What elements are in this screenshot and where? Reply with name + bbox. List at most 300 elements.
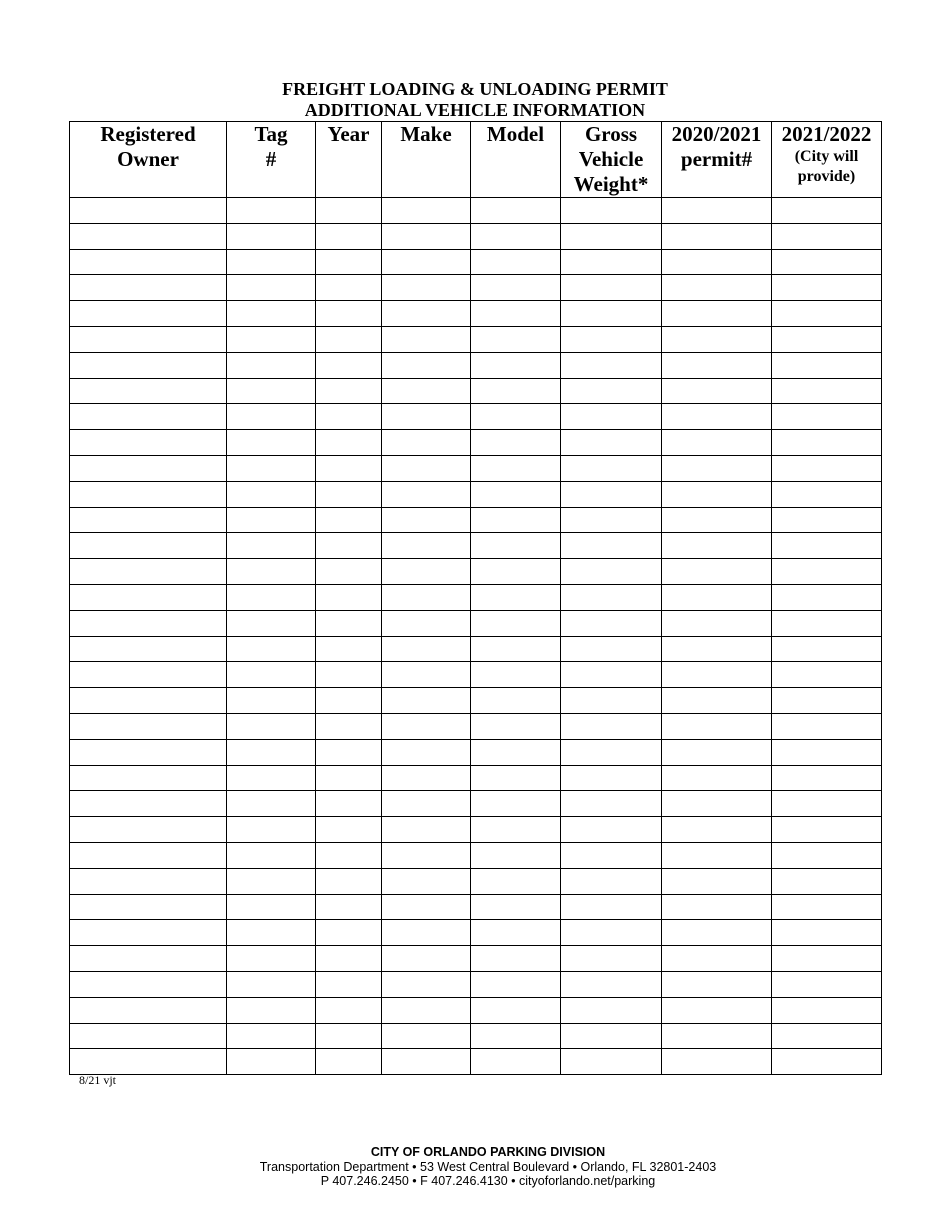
table-cell[interactable] [227, 920, 316, 946]
table-cell[interactable] [662, 662, 772, 688]
table-cell[interactable] [316, 404, 382, 430]
table-cell[interactable] [316, 249, 382, 275]
table-cell[interactable] [561, 662, 662, 688]
table-cell[interactable] [227, 326, 316, 352]
table-cell[interactable] [662, 971, 772, 997]
table-cell[interactable] [561, 481, 662, 507]
table-cell[interactable] [471, 688, 561, 714]
table-cell[interactable] [382, 275, 471, 301]
table-row [70, 1023, 882, 1049]
footer-address: Transportation Department • 53 West Central Boulevard • Orlando, FL 32801-2403 [259, 1160, 717, 1174]
table-cell[interactable] [316, 430, 382, 456]
table-cell[interactable] [227, 352, 316, 378]
col-header-registered-owner: Registered Owner [70, 122, 227, 198]
table-cell[interactable] [561, 920, 662, 946]
table-cell[interactable] [316, 352, 382, 378]
table-cell[interactable] [662, 791, 772, 817]
table-cell[interactable] [316, 997, 382, 1023]
table-row [70, 765, 882, 791]
table-cell[interactable] [561, 1049, 662, 1075]
table-row [70, 301, 882, 327]
table-cell[interactable] [70, 378, 227, 404]
table-cell[interactable] [772, 275, 882, 301]
table-cell[interactable] [662, 249, 772, 275]
table-cell[interactable] [316, 378, 382, 404]
table-cell[interactable] [382, 507, 471, 533]
table-cell[interactable] [70, 662, 227, 688]
table-cell[interactable] [772, 223, 882, 249]
table-cell[interactable] [561, 404, 662, 430]
table-cell[interactable] [70, 791, 227, 817]
vehicle-info-table [69, 121, 882, 1075]
table-cell[interactable] [70, 997, 227, 1023]
col-header-2021-2022-permit: 2021/2022 (City will provide) [772, 122, 882, 198]
table-cell[interactable] [70, 1023, 227, 1049]
table-cell[interactable] [70, 404, 227, 430]
table-cell[interactable] [471, 842, 561, 868]
table-cell[interactable] [662, 713, 772, 739]
table-cell[interactable] [471, 894, 561, 920]
table-cell[interactable] [561, 455, 662, 481]
table-cell[interactable] [70, 971, 227, 997]
table-cell[interactable] [316, 559, 382, 585]
table-cell[interactable] [471, 739, 561, 765]
table-cell[interactable] [382, 223, 471, 249]
table-cell[interactable] [70, 198, 227, 224]
table-cell[interactable] [316, 842, 382, 868]
table-cell[interactable] [382, 198, 471, 224]
table-cell[interactable] [561, 1023, 662, 1049]
table-cell[interactable] [70, 636, 227, 662]
table-cell[interactable] [471, 1049, 561, 1075]
table-cell[interactable] [772, 997, 882, 1023]
table-cell[interactable] [561, 223, 662, 249]
table-cell[interactable] [561, 326, 662, 352]
table-cell[interactable] [70, 765, 227, 791]
table-cell[interactable] [227, 1049, 316, 1075]
table-cell[interactable] [561, 198, 662, 224]
form-revision-code: 8/21 vjt [79, 1073, 117, 1087]
table-cell[interactable] [382, 352, 471, 378]
table-cell[interactable] [662, 688, 772, 714]
table-cell[interactable] [772, 507, 882, 533]
table-cell[interactable] [316, 326, 382, 352]
table-cell[interactable] [662, 1023, 772, 1049]
table-cell[interactable] [471, 868, 561, 894]
table-cell[interactable] [471, 198, 561, 224]
table-cell[interactable] [772, 739, 882, 765]
table-row [70, 559, 882, 585]
table-cell[interactable] [772, 352, 882, 378]
table-cell[interactable] [70, 507, 227, 533]
table-cell[interactable] [227, 894, 316, 920]
table-cell[interactable] [382, 1023, 471, 1049]
table-cell[interactable] [70, 430, 227, 456]
table-cell[interactable] [471, 378, 561, 404]
table-cell[interactable] [227, 791, 316, 817]
table-cell[interactable] [772, 894, 882, 920]
table-cell[interactable] [772, 610, 882, 636]
table-cell[interactable] [316, 894, 382, 920]
table-cell[interactable] [70, 455, 227, 481]
table-cell[interactable] [772, 1049, 882, 1075]
table-cell[interactable] [471, 481, 561, 507]
table-cell[interactable] [382, 868, 471, 894]
table-cell[interactable] [772, 662, 882, 688]
table-cell[interactable] [316, 765, 382, 791]
table-cell[interactable] [772, 1023, 882, 1049]
table-cell[interactable] [561, 791, 662, 817]
table-cell[interactable] [70, 352, 227, 378]
table-cell[interactable] [561, 636, 662, 662]
table-cell[interactable] [227, 507, 316, 533]
table-cell[interactable] [662, 481, 772, 507]
table-cell[interactable] [227, 610, 316, 636]
table-cell[interactable] [561, 507, 662, 533]
table-cell[interactable] [227, 636, 316, 662]
table-cell[interactable] [70, 739, 227, 765]
table-cell[interactable] [561, 765, 662, 791]
table-cell[interactable] [662, 430, 772, 456]
table-cell[interactable] [382, 713, 471, 739]
table-cell[interactable] [227, 223, 316, 249]
table-cell[interactable] [316, 584, 382, 610]
table-cell[interactable] [561, 275, 662, 301]
table-cell[interactable] [772, 301, 882, 327]
table-cell[interactable] [227, 378, 316, 404]
table-cell[interactable] [316, 275, 382, 301]
table-cell[interactable] [316, 636, 382, 662]
table-cell[interactable] [662, 765, 772, 791]
table-cell[interactable] [227, 1023, 316, 1049]
table-cell[interactable] [561, 430, 662, 456]
table-cell[interactable] [70, 326, 227, 352]
table-cell[interactable] [662, 842, 772, 868]
table-cell[interactable] [382, 636, 471, 662]
table-cell[interactable] [471, 507, 561, 533]
table-cell[interactable] [382, 842, 471, 868]
table-cell[interactable] [382, 404, 471, 430]
table-cell[interactable] [227, 997, 316, 1023]
table-row [70, 223, 882, 249]
table-cell[interactable] [227, 868, 316, 894]
table-cell[interactable] [662, 301, 772, 327]
table-cell[interactable] [316, 817, 382, 843]
table-cell[interactable] [772, 481, 882, 507]
table-cell[interactable] [382, 301, 471, 327]
table-cell[interactable] [227, 404, 316, 430]
table-cell[interactable] [70, 610, 227, 636]
col-header-year: Year [316, 122, 382, 198]
table-cell[interactable] [471, 249, 561, 275]
table-cell[interactable] [227, 688, 316, 714]
table-cell[interactable] [471, 791, 561, 817]
table-cell[interactable] [772, 404, 882, 430]
table-cell[interactable] [382, 765, 471, 791]
table-cell[interactable] [70, 688, 227, 714]
table-cell[interactable] [227, 713, 316, 739]
table-cell[interactable] [471, 223, 561, 249]
table-cell[interactable] [227, 842, 316, 868]
table-cell[interactable] [227, 971, 316, 997]
table-cell[interactable] [561, 971, 662, 997]
table-cell[interactable] [561, 378, 662, 404]
table-cell[interactable] [772, 842, 882, 868]
table-row [70, 430, 882, 456]
table-cell[interactable] [70, 249, 227, 275]
table-cell[interactable] [316, 610, 382, 636]
table-cell[interactable] [471, 404, 561, 430]
table-cell[interactable] [772, 378, 882, 404]
table-cell[interactable] [316, 533, 382, 559]
table-cell[interactable] [382, 997, 471, 1023]
table-cell[interactable] [227, 275, 316, 301]
table-row [70, 507, 882, 533]
table-cell[interactable] [316, 946, 382, 972]
table-cell[interactable] [662, 920, 772, 946]
table-row [70, 739, 882, 765]
table-cell[interactable] [471, 430, 561, 456]
table-cell[interactable] [471, 301, 561, 327]
table-cell[interactable] [471, 636, 561, 662]
table-cell[interactable] [316, 688, 382, 714]
table-cell[interactable] [772, 971, 882, 997]
table-cell[interactable] [382, 1049, 471, 1075]
table-cell[interactable] [382, 920, 471, 946]
table-cell[interactable] [662, 739, 772, 765]
table-cell[interactable] [561, 894, 662, 920]
table-cell[interactable] [227, 739, 316, 765]
table-cell[interactable] [471, 533, 561, 559]
table-cell[interactable] [227, 817, 316, 843]
table-cell[interactable] [471, 713, 561, 739]
table-cell[interactable] [316, 920, 382, 946]
table-row [70, 533, 882, 559]
table-cell[interactable] [471, 997, 561, 1023]
table-cell[interactable] [662, 584, 772, 610]
table-cell[interactable] [471, 326, 561, 352]
table-cell[interactable] [772, 430, 882, 456]
table-cell[interactable] [227, 481, 316, 507]
table-cell[interactable] [561, 868, 662, 894]
table-cell[interactable] [227, 946, 316, 972]
table-cell[interactable] [662, 533, 772, 559]
table-cell[interactable] [70, 868, 227, 894]
table-cell[interactable] [471, 1023, 561, 1049]
table-cell[interactable] [316, 1049, 382, 1075]
table-cell[interactable] [662, 1049, 772, 1075]
table-cell[interactable] [70, 533, 227, 559]
table-cell[interactable] [316, 791, 382, 817]
table-cell[interactable] [382, 584, 471, 610]
table-cell[interactable] [227, 584, 316, 610]
table-cell[interactable] [471, 455, 561, 481]
table-cell[interactable] [561, 842, 662, 868]
table-cell[interactable] [471, 946, 561, 972]
table-cell[interactable] [70, 713, 227, 739]
table-cell[interactable] [772, 765, 882, 791]
table-cell[interactable] [662, 455, 772, 481]
table-cell[interactable] [70, 920, 227, 946]
table-cell[interactable] [772, 198, 882, 224]
table-cell[interactable] [382, 481, 471, 507]
table-cell[interactable] [561, 688, 662, 714]
table-cell[interactable] [227, 301, 316, 327]
table-cell[interactable] [561, 997, 662, 1023]
table-cell[interactable] [70, 946, 227, 972]
table-cell[interactable] [471, 275, 561, 301]
table-cell[interactable] [662, 894, 772, 920]
table-row [70, 198, 882, 224]
table-cell[interactable] [70, 584, 227, 610]
table-cell[interactable] [471, 352, 561, 378]
table-cell[interactable] [662, 352, 772, 378]
table-cell[interactable] [662, 404, 772, 430]
table-cell[interactable] [382, 946, 471, 972]
table-cell[interactable] [662, 997, 772, 1023]
table-cell[interactable] [382, 662, 471, 688]
table-cell[interactable] [316, 301, 382, 327]
table-cell[interactable] [662, 223, 772, 249]
table-cell[interactable] [561, 301, 662, 327]
table-cell[interactable] [316, 481, 382, 507]
table-cell[interactable] [382, 791, 471, 817]
table-cell[interactable] [382, 326, 471, 352]
table-cell[interactable] [382, 430, 471, 456]
table-cell[interactable] [70, 559, 227, 585]
table-cell[interactable] [471, 765, 561, 791]
table-cell[interactable] [772, 249, 882, 275]
table-cell[interactable] [471, 662, 561, 688]
table-header-row [70, 122, 882, 198]
table-cell[interactable] [772, 688, 882, 714]
table-cell[interactable] [471, 920, 561, 946]
table-cell[interactable] [561, 249, 662, 275]
table-cell[interactable] [772, 817, 882, 843]
table-row [70, 971, 882, 997]
table-cell[interactable] [227, 765, 316, 791]
table-cell[interactable] [382, 894, 471, 920]
table-cell[interactable] [471, 559, 561, 585]
table-cell[interactable] [70, 817, 227, 843]
table-cell[interactable] [662, 507, 772, 533]
table-cell[interactable] [561, 584, 662, 610]
table-cell[interactable] [561, 713, 662, 739]
form-title: FREIGHT LOADING & UNLOADING PERMIT [282, 79, 668, 99]
col-header-tag-number: Tag # [227, 122, 316, 198]
table-cell[interactable] [382, 249, 471, 275]
table-cell[interactable] [662, 559, 772, 585]
table-cell[interactable] [772, 559, 882, 585]
table-cell[interactable] [316, 223, 382, 249]
table-cell[interactable] [227, 430, 316, 456]
table-row [70, 817, 882, 843]
table-cell[interactable] [316, 971, 382, 997]
table-cell[interactable] [316, 868, 382, 894]
table-cell[interactable] [70, 275, 227, 301]
table-cell[interactable] [316, 455, 382, 481]
table-cell[interactable] [561, 559, 662, 585]
table-cell[interactable] [471, 817, 561, 843]
table-cell[interactable] [561, 739, 662, 765]
table-cell[interactable] [382, 533, 471, 559]
table-cell[interactable] [561, 946, 662, 972]
table-row [70, 610, 882, 636]
table-cell[interactable] [772, 946, 882, 972]
table-cell[interactable] [561, 533, 662, 559]
table-cell[interactable] [382, 559, 471, 585]
table-cell[interactable] [316, 1023, 382, 1049]
table-cell[interactable] [662, 378, 772, 404]
table-cell[interactable] [382, 455, 471, 481]
table-cell[interactable] [70, 1049, 227, 1075]
table-cell[interactable] [471, 584, 561, 610]
table-cell[interactable] [662, 198, 772, 224]
col-header-model: Model [471, 122, 561, 198]
table-cell[interactable] [662, 946, 772, 972]
table-cell[interactable] [662, 868, 772, 894]
table-cell[interactable] [772, 868, 882, 894]
footer-org-name: CITY OF ORLANDO PARKING DIVISION [370, 1145, 606, 1159]
table-cell[interactable] [662, 610, 772, 636]
table-row [70, 688, 882, 714]
table-cell[interactable] [227, 559, 316, 585]
table-row [70, 842, 882, 868]
table-cell[interactable] [70, 481, 227, 507]
table-cell[interactable] [316, 198, 382, 224]
table-cell[interactable] [382, 688, 471, 714]
table-cell[interactable] [772, 791, 882, 817]
table-cell[interactable] [382, 817, 471, 843]
table-cell[interactable] [662, 326, 772, 352]
table-cell[interactable] [662, 636, 772, 662]
table-cell[interactable] [772, 636, 882, 662]
table-cell[interactable] [70, 894, 227, 920]
table-cell[interactable] [382, 971, 471, 997]
table-cell[interactable] [471, 971, 561, 997]
table-cell[interactable] [772, 533, 882, 559]
table-cell[interactable] [70, 842, 227, 868]
table-cell[interactable] [316, 713, 382, 739]
table-cell[interactable] [772, 713, 882, 739]
table-cell[interactable] [227, 455, 316, 481]
table-cell[interactable] [772, 455, 882, 481]
table-cell[interactable] [772, 584, 882, 610]
table-cell[interactable] [70, 301, 227, 327]
table-cell[interactable] [382, 378, 471, 404]
table-row [70, 1049, 882, 1075]
table-cell[interactable] [227, 533, 316, 559]
table-cell[interactable] [70, 223, 227, 249]
table-cell[interactable] [382, 610, 471, 636]
table-cell[interactable] [471, 610, 561, 636]
table-cell[interactable] [227, 198, 316, 224]
footer-contact: P 407.246.2450 • F 407.246.4130 • cityoforlando.net/parking [320, 1174, 656, 1188]
table-cell[interactable] [561, 610, 662, 636]
table-cell[interactable] [561, 352, 662, 378]
table-cell[interactable] [316, 739, 382, 765]
table-cell[interactable] [382, 739, 471, 765]
table-cell[interactable] [316, 662, 382, 688]
table-cell[interactable] [561, 817, 662, 843]
table-cell[interactable] [772, 920, 882, 946]
table-cell[interactable] [227, 249, 316, 275]
table-cell[interactable] [227, 662, 316, 688]
table-cell[interactable] [772, 326, 882, 352]
table-cell[interactable] [316, 507, 382, 533]
table-cell[interactable] [662, 275, 772, 301]
table-cell[interactable] [662, 817, 772, 843]
